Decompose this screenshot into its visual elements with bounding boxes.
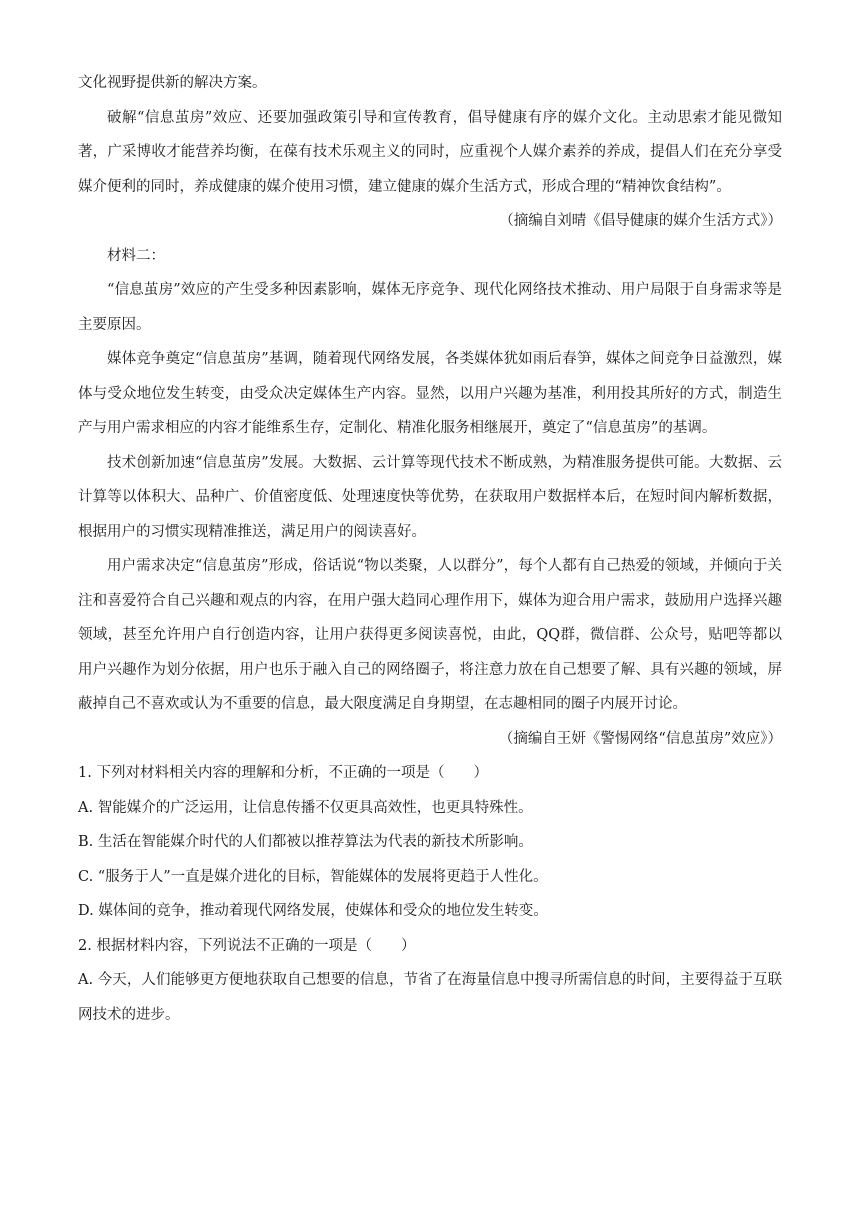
material2-paragraph-3: 技术创新加速“信息茧房”发展。大数据、云计算等现代技术不断成熟，为精准服务提供可能。大数据、云计算等以体积大、品种广、价值密度低、处理速度快等优势，在获取用户数据样本后，在短时间内解析数据，根据用户的习惯实现精准推送，满足用户的阅读喜好。 — [78, 454, 782, 540]
material1-source: （摘编自刘晴《倡导健康的媒介生活方式》） — [499, 213, 782, 229]
material2-source: （摘编自王妍《警惕网络“信息茧房”效应》） — [498, 730, 782, 747]
material2-heading: 材料二： — [107, 247, 165, 264]
question-1-stem: 1. 下列对材料相关内容的理解和分析，不正确的一项是（ ） — [78, 765, 488, 781]
material2-paragraph-1: “信息茧房”效应的产生受多种因素影响，媒体无序竞争、现代化网络技术推动、用户局限于自身需求等是主要原因。 — [78, 282, 782, 333]
document-page — [78, 66, 782, 1032]
material2-paragraph-4: 用户需求决定“信息茧房”形成，俗话说“物以类聚，人以群分”，每个人都有自己热爱的领域，并倾向于关注和喜爱符合自己兴趣和观点的内容，在用户强大趋同心理作用下，媒体为迎合用户需求，鼓励用户选择兴趣领域，甚至允许用户自行创造内容，让用户获得更多阅读喜悦，由此，QQ群，微信群、公众号，贴吧等都以用户兴趣作为划分依据，用户也乐于融入自己的网络圈子，将注意力放在自己想要了解、具有兴趣的领域，屏蔽掉自己不喜欢或认为不重要的信息，最大限度满足自身期望，在志趣相同的圈子内展开讨论。 — [78, 558, 782, 712]
question-1-option-a: A. 智能媒介的广泛运用，让信息传播不仅更具高效性，也更具特殊性。 — [78, 799, 533, 816]
material1-paragraph: 破解“信息茧房”效应、还要加强政策引导和宣传教育，倡导健康有序的媒介文化。主动思索才能见微知著，广采博收才能营养均衡，在葆有技术乐观主义的同时，应重视个人媒介素养的养成，提倡人们在充分享受媒介便利的同时，养成健康的媒介使用习惯，建立健康的媒介生活方式，形成合理的“精神饮食结构”。 — [78, 109, 782, 195]
question-1-option-d: D. 媒体间的竞争，推动着现代网络发展，使媒体和受众的地位发生转变。 — [78, 903, 548, 919]
material2-paragraph-2: 媒体竞争奠定“信息茧房”基调，随着现代网络发展，各类媒体犹如雨后春笋，媒体之间竞争日益激烈，媒体与受众地位发生转变，由受众决定媒体生产内容。显然，以用户兴趣为基准，利用投其所好的方式，制造生产与用户需求相应的内容才能维系生存，定制化、精准化服务相继展开，奠定了“信息茧房”的基调。 — [78, 351, 782, 436]
question-2-option-a: A. 今天，人们能够更方便地获取自己想要的信息，节省了在海量信息中搜寻所需信息的时间，主要得益于互联网技术的进步。 — [78, 972, 782, 1023]
question-2-stem: 2. 根据材料内容，下列说法不正确的一项是（ ） — [78, 937, 416, 954]
question-1-option-c: C. “服务于人”一直是媒介进化的目标，智能媒体的发展将更趋于人性化。 — [78, 868, 548, 885]
continuation-line: 文化视野提供新的解决方案。 — [78, 75, 267, 91]
question-1-option-b: B. 生活在智能媒介时代的人们都被以推荐算法为代表的新技术所影响。 — [78, 834, 533, 850]
